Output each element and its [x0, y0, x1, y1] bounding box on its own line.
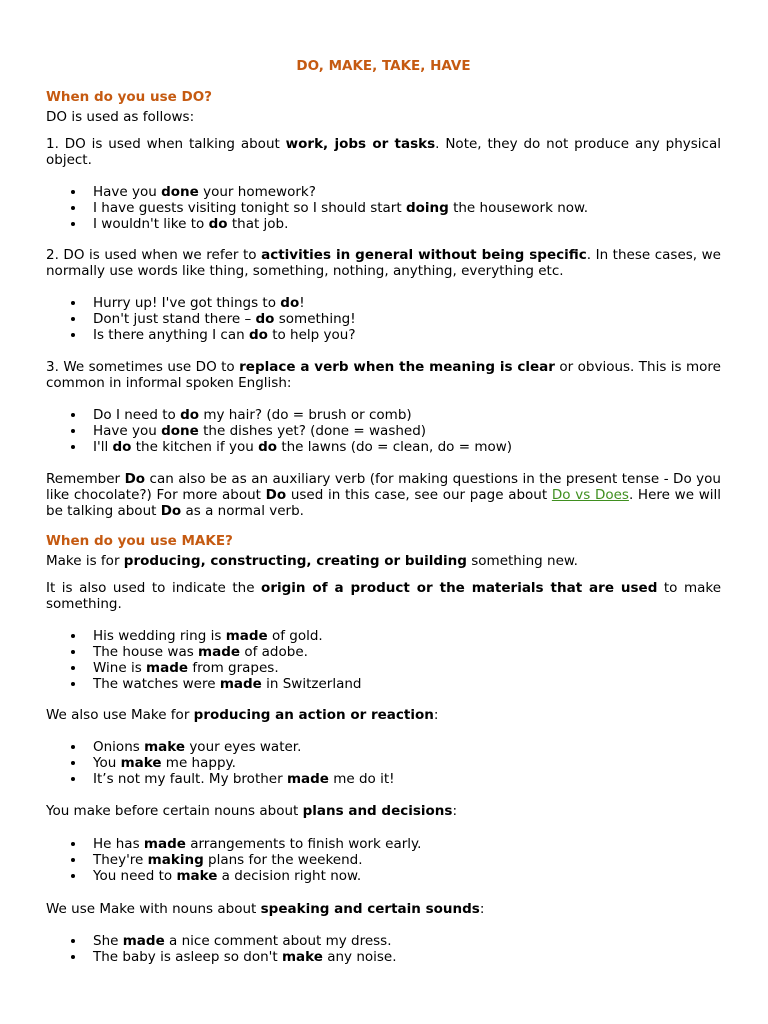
list-item: Wine is made from grapes. — [46, 660, 721, 676]
list-item: They're making plans for the weekend. — [46, 852, 721, 868]
do-vs-does-link[interactable]: Do vs Does — [551, 487, 629, 503]
bullet-icon — [71, 939, 75, 943]
list-item: Hurry up! I've got things to do! — [46, 295, 721, 311]
list-item: He has made arrangements to finish work early. — [46, 836, 721, 852]
do-paragraph-3: 3. We sometimes use DO to replace a verb when the meaning is clear or obvious. This is more common in informal spoken English: — [46, 359, 721, 391]
list-item: Don't just stand there – do something! — [46, 311, 721, 327]
bullet-icon — [71, 634, 75, 638]
section-heading-make: When do you use MAKE? — [46, 533, 233, 549]
list-item: You need to make a decision right now. — [46, 868, 721, 884]
make-list-3 — [46, 836, 721, 884]
bullet-icon — [71, 955, 75, 959]
bullet-icon — [71, 842, 75, 846]
bullet-icon — [71, 429, 75, 433]
bullet-icon — [71, 333, 75, 337]
do-remember-paragraph: Remember Do can also be as an auxiliary verb (for making questions in the present tense - Do you like chocolate?) For more about Do used in this case, see our page about Do vs Does. Here we will be talking about Do as a normal verb. — [46, 471, 721, 519]
list-item: The baby is asleep so don't make any noise. — [46, 949, 721, 965]
make-paragraph-2: It is also used to indicate the origin of a product or the materials that are used to make something. — [46, 580, 722, 612]
bullet-icon — [71, 301, 75, 305]
section-heading-do: When do you use DO? — [46, 89, 213, 105]
list-item: Do I need to do my hair? (do = brush or comb) — [46, 407, 721, 423]
list-item: I wouldn't like to do that job. — [46, 216, 721, 232]
bullet-icon — [71, 317, 75, 321]
bullet-icon — [71, 650, 75, 654]
list-item: It’s not my fault. My brother made me do it! — [46, 771, 721, 787]
bullet-icon — [71, 666, 75, 670]
bullet-icon — [71, 206, 75, 210]
bullet-icon — [71, 745, 75, 749]
make-list-4 — [46, 933, 721, 965]
list-item: I have guests visiting tonight so I should start doing the housework now. — [46, 200, 721, 216]
bullet-icon — [71, 682, 75, 686]
page-title: DO, MAKE, TAKE, HAVE — [296, 58, 471, 74]
bullet-icon — [71, 413, 75, 417]
list-item: She made a nice comment about my dress. — [46, 933, 721, 949]
bullet-icon — [71, 874, 75, 878]
do-paragraph-2: 2. DO is used when we refer to activities in general without being specific. In these cases, we normally use words like thing, something, nothing, anything, everything etc. — [46, 247, 721, 279]
list-item: Have you done the dishes yet? (done = washed) — [46, 423, 721, 439]
bullet-icon — [71, 190, 75, 194]
bullet-icon — [71, 445, 75, 449]
do-paragraph-1: 1. DO is used when talking about work, jobs or tasks. Note, they do not produce any physical object. — [46, 136, 721, 168]
list-item: The watches were made in Switzerland — [46, 676, 721, 692]
make-list-1 — [46, 628, 721, 692]
list-item: You make me happy. — [46, 755, 721, 771]
make-paragraph-4: You make before certain nouns about plans and decisions: — [46, 803, 458, 819]
list-item: The house was made of adobe. — [46, 644, 721, 660]
bullet-icon — [71, 761, 75, 765]
list-item: Onions make your eyes water. — [46, 739, 721, 755]
list-item: Is there anything I can do to help you? — [46, 327, 721, 343]
make-list-2 — [46, 739, 721, 787]
do-list-2 — [46, 295, 721, 343]
do-list-3 — [46, 407, 721, 455]
do-intro: DO is used as follows: — [46, 109, 195, 125]
make-paragraph-1: Make is for producing, constructing, creating or building something new. — [46, 553, 578, 569]
make-paragraph-5: We use Make with nouns about speaking and certain sounds: — [46, 901, 485, 917]
list-item: His wedding ring is made of gold. — [46, 628, 721, 644]
bullet-icon — [71, 222, 75, 226]
bullet-icon — [71, 858, 75, 862]
make-paragraph-3: We also use Make for producing an action or reaction: — [46, 707, 439, 723]
bullet-icon — [71, 777, 75, 781]
list-item: Have you done your homework? — [46, 184, 721, 200]
do-list-1 — [46, 184, 721, 232]
list-item: I'll do the kitchen if you do the lawns (do = clean, do = mow) — [46, 439, 721, 455]
